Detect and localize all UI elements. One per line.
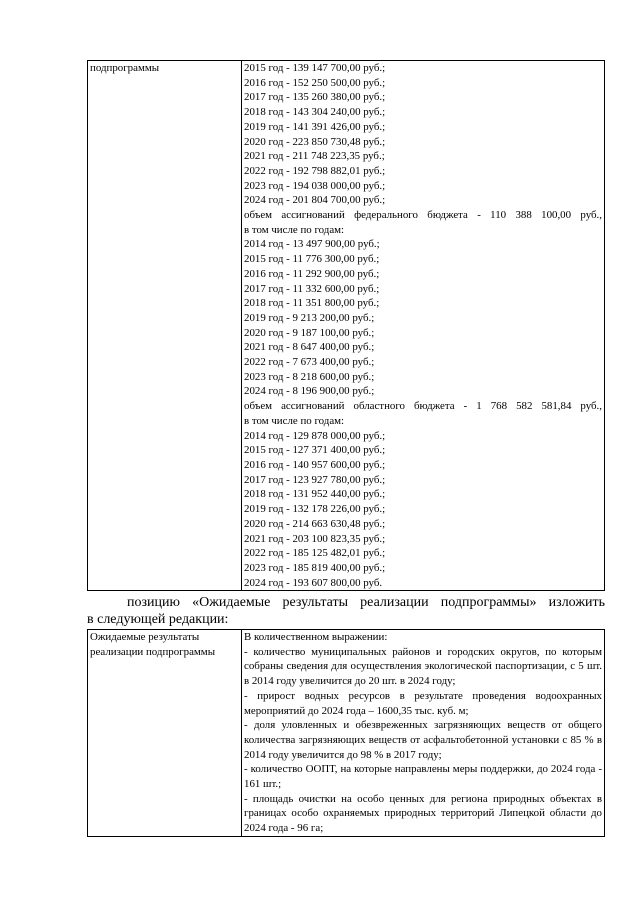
amendment-paragraph — [87, 594, 605, 628]
paragraph-line-2: в следующей редакции: — [87, 612, 229, 627]
table-right-cell — [242, 61, 605, 591]
list-item: 2019 год - 9 213 200,00 руб.; — [244, 311, 375, 324]
list-item: 2020 год - 214 663 630,48 руб.; — [244, 517, 386, 530]
list-item: 2021 год - 8 647 400,00 руб.; — [244, 341, 375, 354]
list-item: 2017 год - 11 332 600,00 руб.; — [244, 282, 380, 295]
list-item: 2022 год - 7 673 400,00 руб.; — [244, 356, 375, 369]
list-item: 2021 год - 211 748 223,35 руб.; — [244, 150, 385, 163]
list-item: 2017 год - 135 260 380,00 руб.; — [244, 91, 386, 104]
list-item: 2018 год - 11 351 800,00 руб.; — [244, 297, 380, 310]
list-item: 2019 год - 132 178 226,00 руб.; — [244, 503, 386, 516]
results-heading: В количественном выражении: — [244, 631, 388, 643]
list-item: 2022 год - 185 125 482,01 руб.; — [244, 547, 386, 560]
list-item: 2015 год - 127 371 400,00 руб.; — [244, 444, 386, 457]
list-item: 2017 год - 123 927 780,00 руб.; — [244, 473, 386, 486]
list-item: 2018 год - 143 304 240,00 руб.; — [244, 106, 386, 119]
expected-results-table — [87, 629, 605, 837]
list-item: 2018 год - 131 952 440,00 руб.; — [244, 488, 386, 501]
list-item: 2016 год - 140 957 600,00 руб.; — [244, 458, 386, 471]
list-item: 2021 год - 203 100 823,35 руб.; — [244, 532, 386, 545]
list-item: 2019 год - 141 391 426,00 руб.; — [244, 120, 386, 133]
list-item: 2014 год - 13 497 900,00 руб.; — [244, 238, 380, 251]
list-item: - количество муниципальных районов и городских округов, по которым собраны сведения для осуществления экологической паспортизации, с 5 шт. в 2014 году увеличится до 20 шт. в 2024 году; — [244, 645, 602, 688]
list-item: 2015 год - 139 147 700,00 руб.; — [244, 62, 386, 74]
list-item: 2023 год - 185 819 400,00 руб.; — [244, 561, 386, 574]
table-row — [88, 630, 605, 837]
regional-budget-intro-2: в том числе по годам: — [244, 414, 345, 427]
list-item: 2022 год - 192 798 882,01 руб.; — [244, 164, 386, 177]
list-item: 2023 год - 194 038 000,00 руб.; — [244, 179, 386, 192]
paragraph-line-1: позицию «Ожидаемые результаты реализации подпрограммы» изложить — [127, 595, 605, 610]
table-row — [88, 61, 605, 591]
list-item: 2014 год - 129 878 000,00 руб.; — [244, 429, 386, 442]
list-item: 2016 год - 152 250 500,00 руб.; — [244, 76, 386, 89]
list-item: 2020 год - 9 187 100,00 руб.; — [244, 326, 375, 339]
list-item: 2024 год - 193 607 800,00 руб. — [244, 576, 383, 589]
table-right-cell — [242, 630, 605, 837]
federal-budget-intro-2: в том числе по годам: — [244, 223, 345, 236]
table-left-cell: подпрограммы — [88, 61, 242, 591]
federal-budget-intro: объем ассигнований федерального бюджета - 110 388 100,00 руб., — [244, 209, 602, 222]
list-item: - прирост водных ресурсов в результате проведения водоохранных мероприятий до 2024 года – 1600,35 тыс. куб. м; — [244, 689, 602, 717]
list-item: 2024 год - 201 804 700,00 руб.; — [244, 194, 386, 207]
list-item: - количество ООПТ, на которые направлены меры поддержки, до 2024 года - 161 шт.; — [244, 763, 602, 791]
regional-budget-intro: объем ассигнований областного бюджета - 1 768 582 581,84 руб., — [244, 400, 602, 413]
list-item: 2020 год - 223 850 730,48 руб.; — [244, 135, 386, 148]
list-item: - площадь очистки на особо ценных для региона природных объектах в границах особо охраняемых природных территорий Липецкой области до 2024 года - 96 га; — [244, 792, 602, 835]
table-left-cell: Ожидаемые результаты реализации подпрограммы — [88, 630, 242, 837]
list-item: 2016 год - 11 292 900,00 руб.; — [244, 267, 380, 280]
list-item: 2024 год - 8 196 900,00 руб.; — [244, 385, 375, 398]
financing-table — [87, 60, 605, 591]
list-item: - доля уловленных и обезвреженных загрязняющих веществ от общего количества загрязняющих веществ от асфальтобетонной установки с 85 % в 2014 году увеличится до 98 % в 2017 году; — [244, 719, 602, 761]
list-item: 2023 год - 8 218 600,00 руб.; — [244, 370, 375, 383]
list-item: 2015 год - 11 776 300,00 руб.; — [244, 253, 380, 266]
